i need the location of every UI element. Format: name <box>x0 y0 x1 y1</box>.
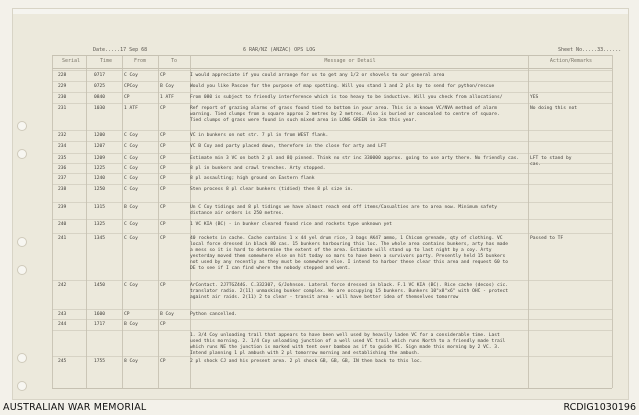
row-rule <box>52 130 612 131</box>
header-rule <box>52 68 612 69</box>
message-cell: 1. 3/4 Coy unloading trail that appears to have been well used by heavily laden VC for a considerable time. Last used this morning. 2. 1/4 Coy unloading junction of a well used VC trail which runs North to a friendly made trail which runs NE the junction is marked with tent over bamboo as if to guide VC. Sign made this morning by 2 VC. 3. Intend planning 1 pl ambush with 2 pl tomorrow morning and establishing the ambush. <box>190 333 506 356</box>
header-rule <box>52 55 612 56</box>
time-cell: 1240 <box>94 176 106 181</box>
message-cell: VC B Coy and party placed down, therefore in the close for arty and LFT <box>190 144 387 149</box>
row-rule <box>52 163 612 164</box>
to-cell: CP <box>160 283 166 288</box>
row-rule <box>52 330 612 331</box>
column-header-from: From <box>133 58 147 64</box>
serial-cell: 239 <box>58 205 67 210</box>
time-cell: 1030 <box>94 106 106 111</box>
action-cell: YES <box>530 95 539 100</box>
to-cell: CP <box>160 156 166 161</box>
row-rule <box>52 309 612 310</box>
serial-cell: 238 <box>58 187 67 192</box>
punch-hole-icon <box>17 353 27 363</box>
time-cell: 1207 <box>94 144 106 149</box>
column-header-time: Time <box>99 58 113 64</box>
message-cell: Ref report of grazing alarms of grass found tied to bottom in your area. This is a known VC/NVA method of alarm warning. Tied clumps from a square approx 2 metres by 2 metres. Also is buried or concealed to centre of square. Tied clumps of grass were found in such mixed area in LONG GREEN in 3cm this year. <box>190 106 500 123</box>
time-cell: 1717 <box>94 322 106 327</box>
serial-cell: 244 <box>58 322 67 327</box>
row-rule <box>52 141 612 142</box>
message-cell: VC in bunkers on not str. 7 pl in from WEST flank. <box>190 133 329 138</box>
to-cell: CP <box>160 222 166 227</box>
row-rule <box>52 92 612 93</box>
serial-cell: 232 <box>58 133 67 138</box>
log-date: Date.....17 Sep 68 <box>93 47 148 53</box>
from-cell: B Coy <box>124 322 138 327</box>
column-divider <box>612 55 613 388</box>
time-cell: 1225 <box>94 166 106 171</box>
from-cell: B Coy <box>124 205 138 210</box>
message-cell: Estimate min 3 VC on both 2 pl and 8Q pinned. Think no str inc 330000 approx. going to use arty there. No friendly cas. <box>190 156 520 161</box>
time-cell: 1600 <box>94 312 106 317</box>
from-cell: CPCoy <box>124 84 138 89</box>
row-rule <box>52 173 612 174</box>
time-cell: 1200 <box>94 133 106 138</box>
column-divider <box>122 55 123 388</box>
serial-cell: 234 <box>58 144 67 149</box>
to-cell: CP <box>160 205 166 210</box>
row-rule <box>52 280 612 281</box>
message-cell: I would appreciate if you could arrange for us to get any 1/2 or shovels to our general area <box>190 73 445 78</box>
from-cell: C Coy <box>124 156 138 161</box>
message-cell: 2 pl shock CJ and his present area. 2 pl shock GB, GB, GB, IN then back to this loc. <box>190 359 423 364</box>
row-rule <box>52 81 612 82</box>
from-cell: 8 Coy <box>124 359 138 364</box>
row-rule <box>52 103 612 104</box>
serial-cell: 231 <box>58 106 67 111</box>
to-cell: CP <box>160 133 166 138</box>
serial-cell: 242 <box>58 283 67 288</box>
message-cell: 8 pl assaulting; high ground on Eastern flank <box>190 176 315 181</box>
to-cell: CP <box>160 73 166 78</box>
message-cell: From 080 is subject to friendly interference which is too heavy to be inductive. Will you check from allocations/ <box>190 95 503 100</box>
to-cell: CP <box>160 106 166 111</box>
from-cell: CP <box>124 95 130 100</box>
from-cell: C Coy <box>124 187 138 192</box>
time-cell: 0840 <box>94 95 106 100</box>
row-rule <box>52 219 612 220</box>
punch-hole-icon <box>17 149 27 159</box>
to-cell: CP <box>160 187 166 192</box>
from-cell: C Coy <box>124 133 138 138</box>
punch-hole-icon <box>17 265 27 275</box>
table-bottom-rule <box>52 388 612 389</box>
message-cell: 40 rockets in cache. Cache contains 1 x 44 yel drum rice, 3 bags AK47 ammo, 1 Chicom grenade, qty of clothing. VC local force dressed in black 80 cas. 15 bunkers harbouring this loc. The whole area contains bunkers, arty has made a mess so it is hard to determine the extent of the area. Estimate will stand up to last night by a coy. Arty yesterday moved them somewhere else on hit today so mars to have been a survivors party. Presently held 15 bunkers not used by any recently as they must be somewhere else. I intend to harbor these clear this area and request 60 to DE to see if I can find where the nobody stepped and went. <box>190 236 509 271</box>
time-cell: 1209 <box>94 156 106 161</box>
log-title: 6 RAR/NZ (ANZAC) OPS LOG <box>243 47 316 53</box>
serial-cell: 230 <box>58 95 67 100</box>
from-cell: C Coy <box>124 222 138 227</box>
serial-cell: 228 <box>58 73 67 78</box>
punch-hole-icon <box>17 237 27 247</box>
time-cell: 0717 <box>94 73 106 78</box>
serial-cell: 236 <box>58 166 67 171</box>
serial-cell: 241 <box>58 236 67 241</box>
column-header-action: Action/Remarks <box>549 58 593 64</box>
to-cell: B Coy <box>160 312 174 317</box>
column-header-message: Message or Detail <box>324 58 376 64</box>
action-cell: Passed to TF <box>530 236 564 241</box>
row-rule <box>52 319 612 320</box>
to-cell: CP <box>160 176 166 181</box>
to-cell: B Coy <box>160 84 174 89</box>
time-cell: 1250 <box>94 187 106 192</box>
archive-credit: AUSTRALIAN WAR MEMORIAL <box>3 402 147 413</box>
from-cell: C Coy <box>124 73 138 78</box>
column-header-to: To <box>170 58 178 64</box>
from-cell: C Coy <box>124 166 138 171</box>
sheet-number: Sheet No.....33...... <box>558 47 622 53</box>
message-cell: Python cancelled. <box>190 312 238 317</box>
column-divider <box>86 55 87 388</box>
punch-hole-icon <box>17 121 27 131</box>
to-cell: CP <box>160 144 166 149</box>
message-cell: Would you like Pascoe for the purpose of map spotting. Will you stand 1 and 2 pls by to send for python/rescue <box>190 84 495 89</box>
serial-cell: 245 <box>58 359 67 364</box>
row-rule <box>52 202 612 203</box>
to-cell: CP <box>160 236 166 241</box>
sheet-top-strip <box>13 9 628 14</box>
from-cell: C Coy <box>124 283 138 288</box>
serial-cell: 229 <box>58 84 67 89</box>
message-cell: Sten process 8 pl clear bunkers (tidied) then 8 pl size in. <box>190 187 354 192</box>
time-cell: 1325 <box>94 222 106 227</box>
archive-reference: RCDIG1030196 <box>563 402 636 413</box>
serial-cell: 243 <box>58 312 67 317</box>
message-cell: 1 VC KIA (BC) - in bunker cleared found rice and rockets type unknown yet <box>190 222 392 227</box>
column-divider <box>52 55 53 388</box>
serial-cell: 240 <box>58 222 67 227</box>
column-header-serial: Serial <box>61 58 81 64</box>
message-cell: ArContact. 2J7TGZ44G. C.332307, G/Johnson. Lateral force dressed in black. F.1 VC KIA (BC). Rice cache (decos) cic. translator radio. 2(11) unmasking bunker complex. We are occupying 15 bunkers. Bunkers 10"x8"x6" with OHC - protect against air raids. 2(11) 2 to clear - transit area - will have better idea of themselves tomorrow <box>190 283 509 300</box>
from-cell: CP <box>124 312 130 317</box>
column-divider <box>528 55 529 388</box>
serial-cell: 235 <box>58 156 67 161</box>
row-rule <box>52 184 612 185</box>
time-cell: 1315 <box>94 205 106 210</box>
to-cell: CP <box>160 166 166 171</box>
time-cell: 1755 <box>94 359 106 364</box>
serial-cell: 237 <box>58 176 67 181</box>
row-rule <box>52 233 612 234</box>
to-cell: 1 ATF <box>160 95 174 100</box>
action-cell: LFT to stand by cas. <box>530 156 572 167</box>
from-cell: C Coy <box>124 176 138 181</box>
to-cell: CP <box>160 359 166 364</box>
punch-hole-icon <box>17 381 27 391</box>
time-cell: 1345 <box>94 236 106 241</box>
time-cell: 1450 <box>94 283 106 288</box>
from-cell: C Coy <box>124 144 138 149</box>
time-cell: 0725 <box>94 84 106 89</box>
column-divider <box>158 55 159 388</box>
from-cell: 1 ATF <box>124 106 138 111</box>
to-cell: CP <box>160 322 166 327</box>
message-cell: Un C Coy tidings and 8 pl tidings we have almost reach end off items/Casualties are to area now. Minimum safety distance air orders is 250 metres. <box>190 205 497 216</box>
action-cell: No doing this not <box>530 106 578 111</box>
message-cell: 8 pl in bunkers and crawl trenches. Arty stopped. <box>190 166 326 171</box>
row-rule <box>52 153 612 154</box>
from-cell: C Coy <box>124 236 138 241</box>
row-rule <box>52 70 612 71</box>
